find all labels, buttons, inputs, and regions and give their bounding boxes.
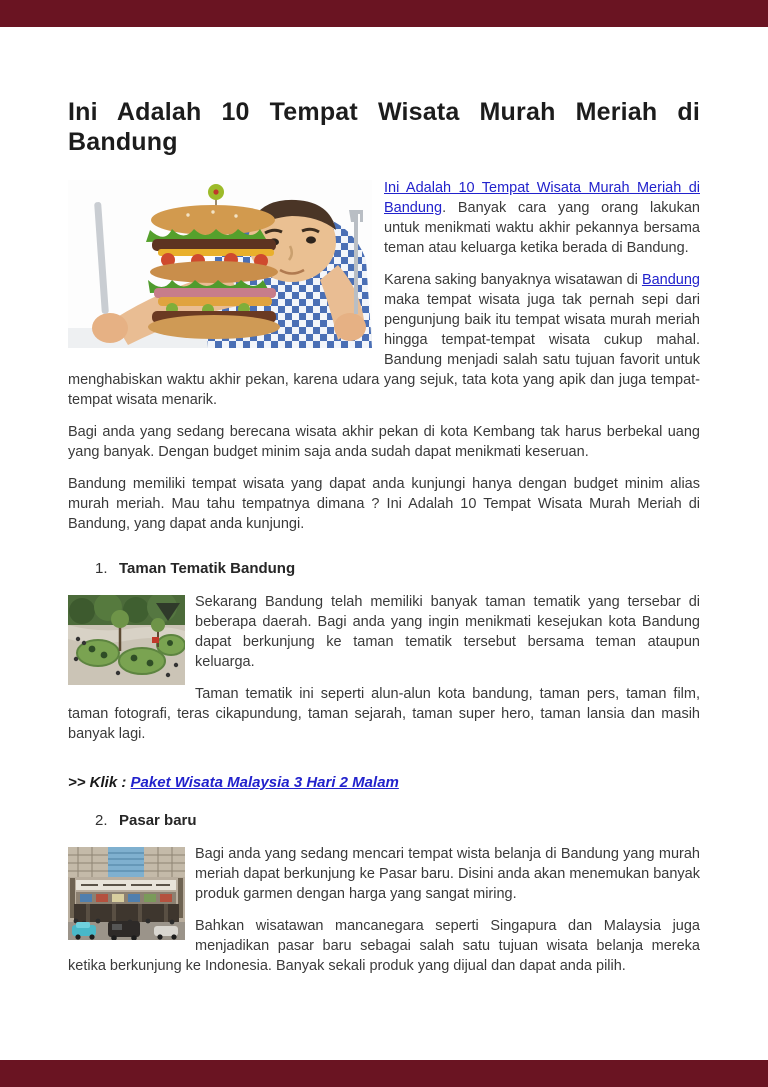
document-page	[68, 27, 700, 988]
section-1-body	[68, 592, 700, 756]
promo-line	[68, 773, 700, 793]
section-2-title: Pasar baru	[119, 812, 197, 829]
intro-paragraph-2-rest: maka tempat wisata juga tak pernah sepi dari pengunjung baik itu tempat wisata murah meriah hingga tempat-tempat wisata cukup mahal. Bandung menjadi salah satu tujuan favorit untuk menghabiskan waktu akhir pekan, karena udara yang sejuk, tata kota yang apik dan juga tempat-tempat wisata menarik.	[68, 292, 700, 408]
taman-tematik-image	[68, 595, 185, 685]
intro-paragraph-3: Bagi anda yang sedang berecana wisata akhir pekan di kota Kembang tak harus berbekal uang yang banyak. Dengan budget minim saja anda sudah dapat menikmati keseruan.	[68, 424, 700, 460]
section-1-title: Taman Tematik Bandung	[119, 560, 296, 577]
promo-prefix: >> Klik :	[68, 774, 131, 791]
intro-paragraph-1-text: . Banyak cara yang orang lakukan untuk menikmati waktu akhir pekannya bersama teman atau keluarga ketika berada di Bandung.	[384, 200, 700, 256]
top-border-bar	[0, 0, 768, 27]
bandung-link[interactable]: Bandung	[641, 272, 700, 288]
pasar-baru-image	[68, 847, 185, 940]
article-title: Ini Adalah 10 Tempat Wisata Murah Meriah di Bandung	[68, 98, 700, 156]
hero-image-man-giant-burger	[68, 180, 372, 348]
article-link[interactable]: Ini Adalah 10 Tempat Wisata Murah Meriah di Bandung	[384, 180, 700, 216]
section-2-number: 2.	[95, 812, 108, 829]
section-2-paragraph-1: Bagi anda yang sedang mencari tempat wista belanja di Bandung yang murah meriah dapat berkunjung ke Pasar baru. Disini anda akan menemukan banyak produk garmen dengan harga yang sangat miring.	[195, 846, 700, 902]
section-2-paragraph-2: Bahkan wisatawan mancanegara seperti Singapura dan Malaysia juga menjadikan pasar baru sebagai salah satu tujuan wisata belanja mereka ketika berkunjung ke Indonesia. Banyak sekali produk yang dijual dan dapat anda pilih.	[68, 918, 700, 974]
section-2-heading	[68, 812, 700, 829]
bottom-border-bar	[0, 1060, 768, 1087]
section-1-paragraph-1: Sekarang Bandung telah memiliki banyak taman tematik yang tersebar di beberapa daerah. Bagi anda yang ingin menikmati kesejukan kota Bandung dapat berkunjung ke taman tematik tersebut bersama teman ataupun keluarga.	[195, 594, 700, 670]
section-1-paragraph-2: Taman tematik ini seperti alun-alun kota bandung, taman pers, taman film, taman fotografi, teras cikapundung, taman sejarah, taman super hero, taman lansia dan masih banyak lagi.	[68, 686, 700, 742]
section-2-body	[68, 844, 700, 988]
section-1-number: 1.	[95, 560, 108, 577]
section-1-heading	[68, 560, 700, 577]
intro-paragraph-4: Bandung memiliki tempat wisata yang dapat anda kunjungi hanya dengan budget minim alias murah meriah. Mau tahu tempatnya dimana ? Ini Adalah 10 Tempat Wisata Murah Meriah di Bandung, yang dapat anda kunjungi.	[68, 476, 700, 532]
intro-block	[68, 178, 700, 546]
paket-wisata-malaysia-link[interactable]: Paket Wisata Malaysia 3 Hari 2 Malam	[130, 774, 399, 791]
intro-paragraph-2-start: Karena saking banyaknya wisatawan di	[384, 272, 642, 288]
